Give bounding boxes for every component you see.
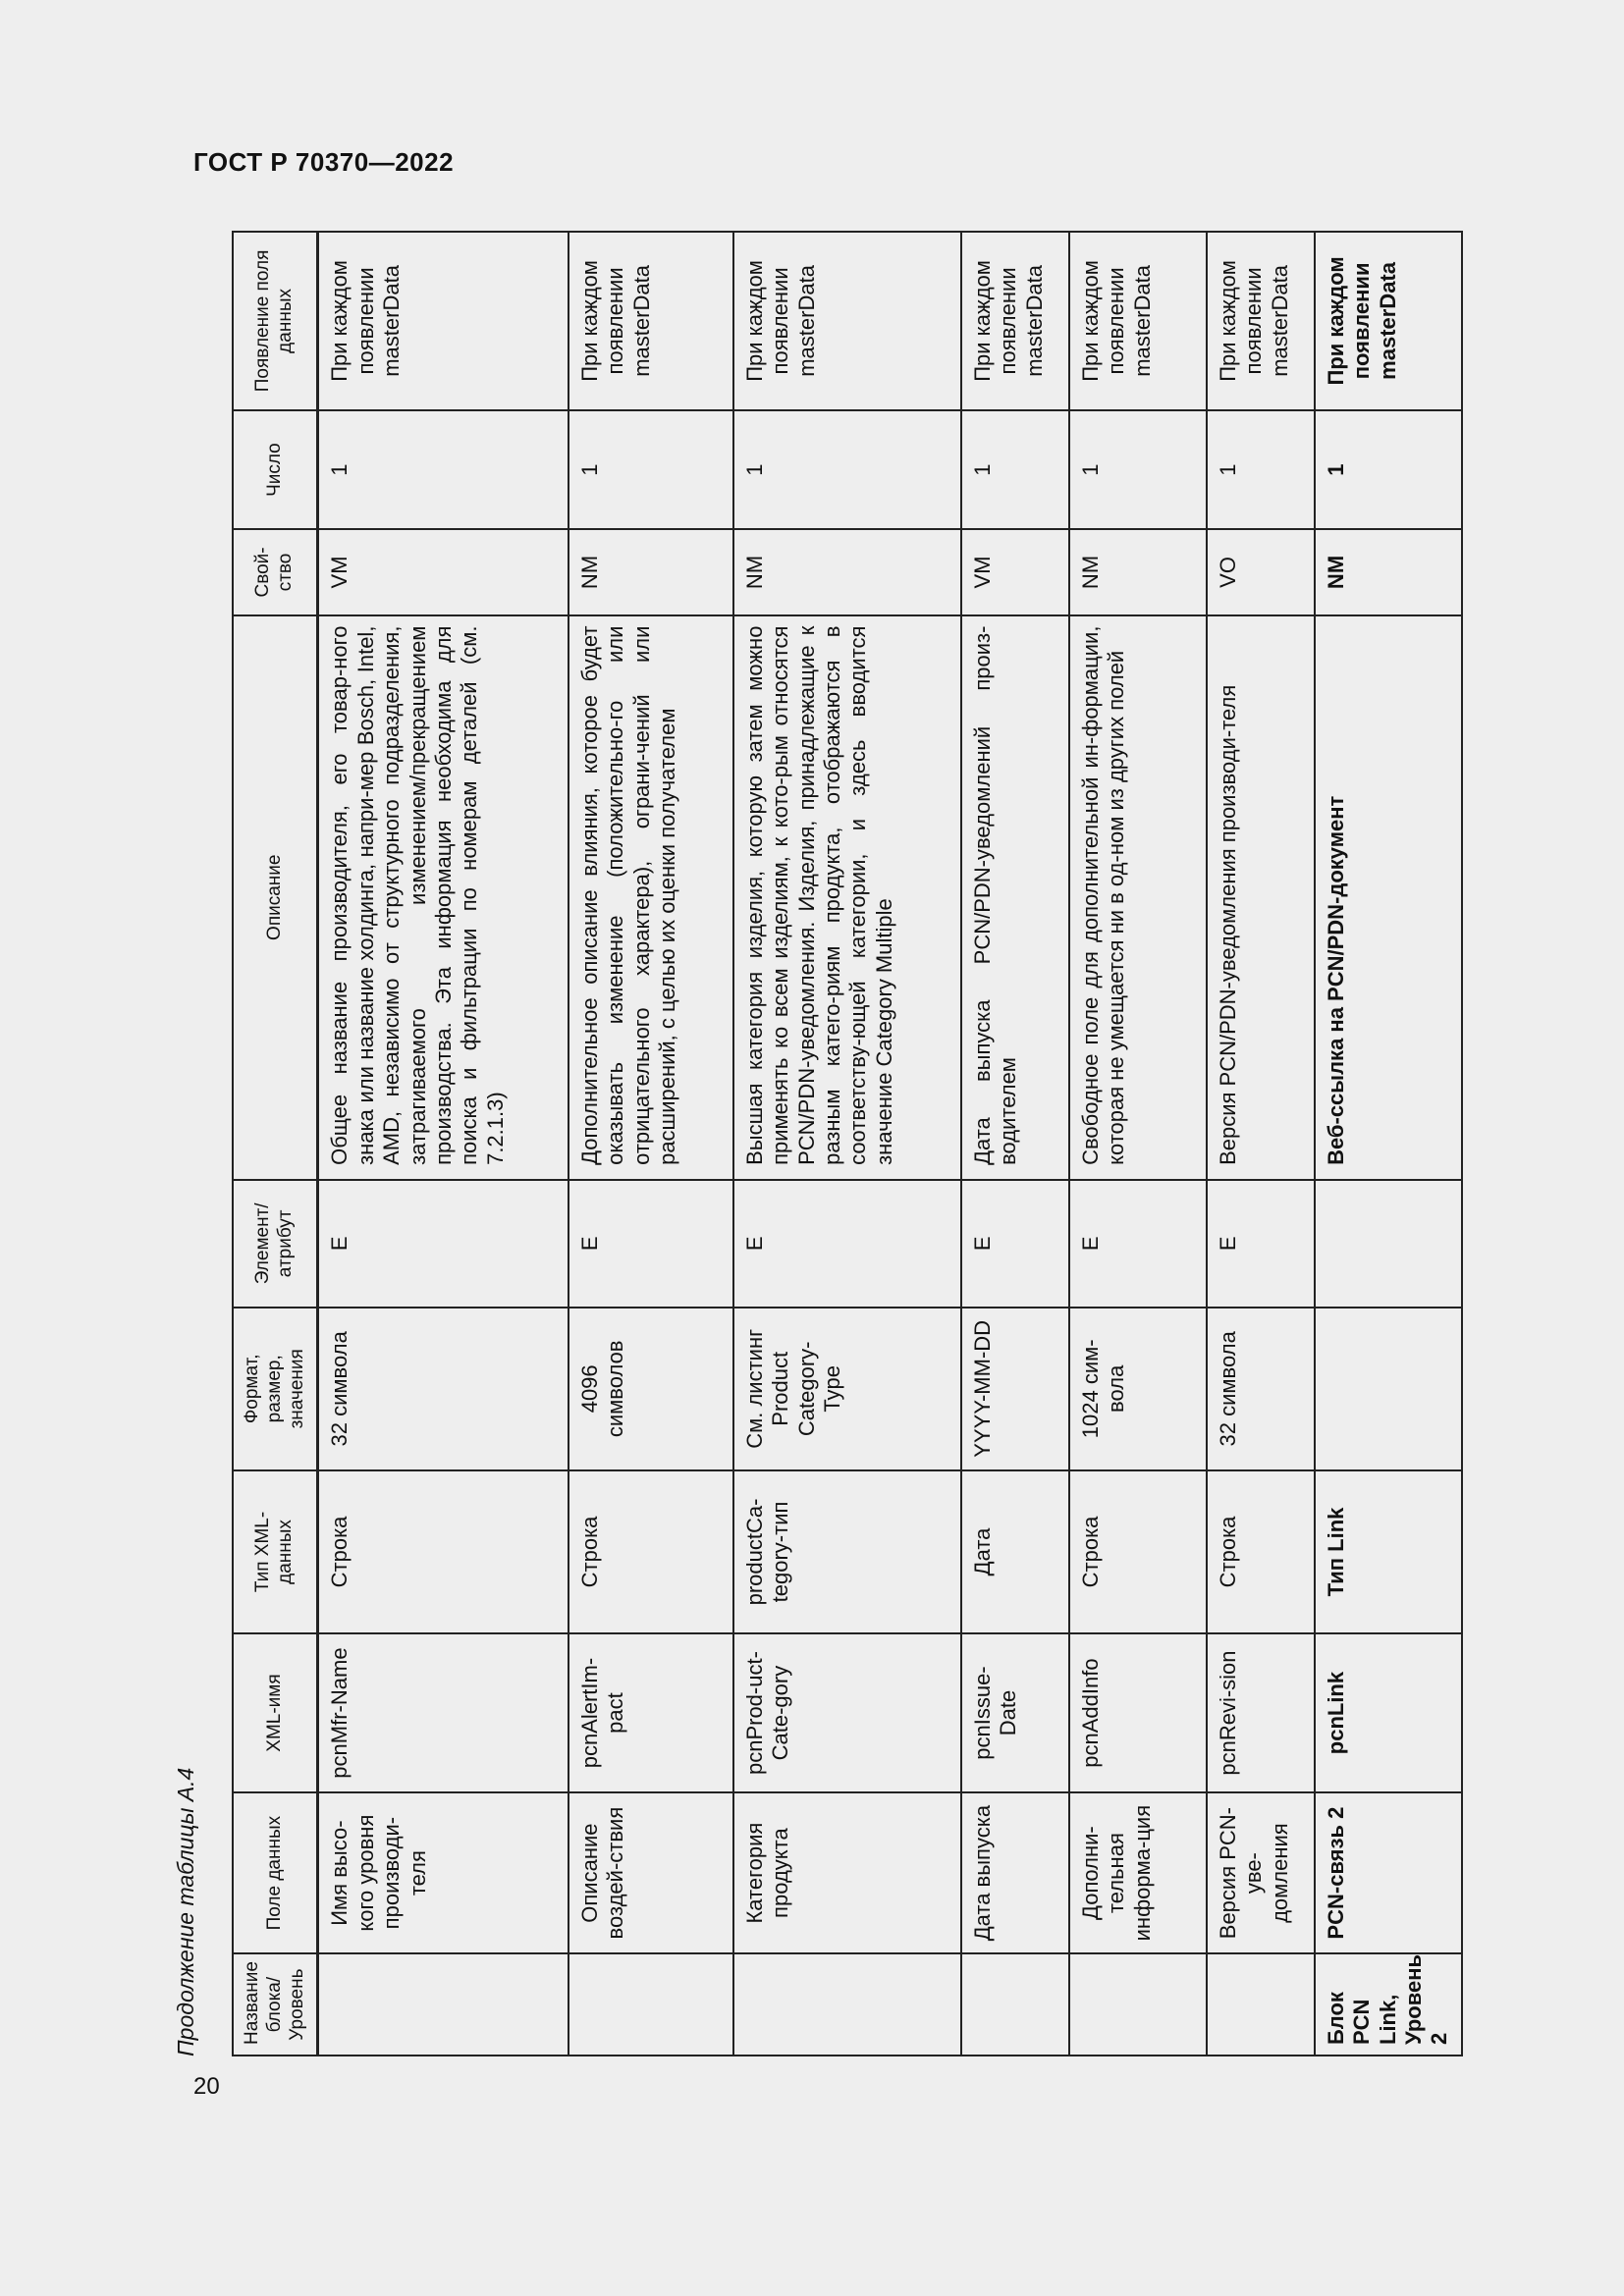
cell-type: Дата — [961, 1470, 1069, 1633]
cell-desc: Версия PCN/PDN-уведомления производи-теля — [1207, 615, 1315, 1180]
cell-block — [961, 1953, 1069, 2056]
cell-count: 1 — [1069, 410, 1207, 530]
cell-prop: NM — [1069, 529, 1207, 614]
cell-field: PCN-связь 2 — [1315, 1792, 1462, 1953]
table-header-row — [233, 232, 318, 2056]
cell-type: Строка — [1069, 1470, 1207, 1633]
cell-block — [1207, 1953, 1315, 2056]
cell-format: YYYY-MM-DD — [961, 1308, 1069, 1470]
cell-format: 1024 сим-вола — [1069, 1308, 1207, 1470]
col-header-prop: Свой-ство — [233, 529, 318, 614]
col-header-occurrence: Появление поля данных — [233, 232, 318, 410]
cell-type: Строка — [1207, 1470, 1315, 1633]
cell-prop: VM — [318, 529, 568, 614]
cell-format — [1315, 1308, 1462, 1470]
rotated-table-area — [173, 231, 1452, 2056]
cell-prop: VO — [1207, 529, 1315, 614]
col-header-type: Тип XML-данных — [233, 1470, 318, 1633]
cell-occurrence: При каждом появлении masterData — [568, 232, 733, 410]
cell-xml: pcnAddInfo — [1069, 1633, 1207, 1792]
col-header-count: Число — [233, 410, 318, 530]
cell-field: Имя высо-кого уровня производи-теля — [318, 1792, 568, 1953]
cell-type: Строка — [568, 1470, 733, 1633]
cell-elem: E — [1069, 1180, 1207, 1308]
cell-elem: E — [733, 1180, 961, 1308]
spec-table — [232, 231, 1463, 2056]
cell-field: Описание воздей-ствия — [568, 1792, 733, 1953]
col-header-elem: Элемент/ атрибут — [233, 1180, 318, 1308]
cell-desc: Дополнительное описание влияния, которое будет оказывать изменение (положительно-го или отрицательного характера), ограни-чений или расширений, с целью их оценки получателем — [568, 615, 733, 1180]
cell-block — [318, 1953, 568, 2056]
col-header-field: Поле данных — [233, 1792, 318, 1953]
cell-block — [568, 1953, 733, 2056]
table-row — [1315, 232, 1462, 2056]
table-row — [1069, 232, 1207, 2056]
cell-desc: Общее название производителя, его товар-ного знака или название холдинга, напри-мер Bosch, Intel, AMD, независимо от структурного подразделения, затрагиваемого изменением/прекращением производства. Эта информация необходима для поиска и фильтрации по номерам деталей (см. 7.2.1.3) — [318, 615, 568, 1180]
cell-format: 4096 символов — [568, 1308, 733, 1470]
cell-prop: NM — [733, 529, 961, 614]
cell-elem: E — [318, 1180, 568, 1308]
cell-block: Блок PCN Link, Уровень 2 — [1315, 1953, 1462, 2056]
page-number: 20 — [193, 2073, 220, 2100]
cell-occurrence: При каждом появлении masterData — [1207, 232, 1315, 410]
cell-elem: E — [1207, 1180, 1315, 1308]
cell-prop: VM — [961, 529, 1069, 614]
cell-occurrence: При каждом появлении masterData — [1315, 232, 1462, 410]
cell-elem — [1315, 1180, 1462, 1308]
col-header-format: Формат, размер, значения — [233, 1308, 318, 1470]
document-header: ГОСТ Р 70370—2022 — [193, 147, 455, 177]
cell-desc: Веб-ссылка на PCN/PDN-документ — [1315, 615, 1462, 1180]
cell-count: 1 — [733, 410, 961, 530]
col-header-desc: Описание — [233, 615, 318, 1180]
cell-xml: pcnRevi-sion — [1207, 1633, 1315, 1792]
cell-occurrence: При каждом появлении masterData — [318, 232, 568, 410]
cell-xml: pcnAlertIm-pact — [568, 1633, 733, 1792]
cell-xml: pcnIssue-Date — [961, 1633, 1069, 1792]
cell-field: Версия PCN-уве-домления — [1207, 1792, 1315, 1953]
col-header-xml: XML-имя — [233, 1633, 318, 1792]
cell-desc: Свободное поле для дополнительной ин-формации, которая не умещается ни в од-ном из других полей — [1069, 615, 1207, 1180]
cell-elem: E — [568, 1180, 733, 1308]
table-row — [961, 232, 1069, 2056]
cell-prop: NM — [568, 529, 733, 614]
cell-count: 1 — [1207, 410, 1315, 530]
cell-xml: pcnLink — [1315, 1633, 1462, 1792]
cell-field: Категория продукта — [733, 1792, 961, 1953]
cell-xml: pcnProd-uct-Cate-gory — [733, 1633, 961, 1792]
cell-elem: E — [961, 1180, 1069, 1308]
cell-count: 1 — [961, 410, 1069, 530]
table-row — [568, 232, 733, 2056]
cell-type: productCa-tegory-тип — [733, 1470, 961, 1633]
cell-occurrence: При каждом появлении masterData — [961, 232, 1069, 410]
cell-format: 32 символа — [1207, 1308, 1315, 1470]
cell-count: 1 — [318, 410, 568, 530]
cell-block — [1069, 1953, 1207, 2056]
cell-count: 1 — [568, 410, 733, 530]
cell-format: См. листинг Product Category-Type — [733, 1308, 961, 1470]
table-row — [318, 232, 568, 2056]
col-header-block: Название блока/ Уровень — [233, 1953, 318, 2056]
cell-desc: Высшая категория изделия, которую затем можно применять ко всем изделиям, к кото-рым относятся PCN/PDN-уведомления. Изделия, принадлежащие к разным катего-риям продукта, отображаются в соответству-ющей категории, и здесь вводится значение Category Multiple — [733, 615, 961, 1180]
cell-xml: pcnMfr-Name — [318, 1633, 568, 1792]
cell-occurrence: При каждом появлении masterData — [733, 232, 961, 410]
cell-prop: NM — [1315, 529, 1462, 614]
table-caption: Продолжение таблицы А.4 — [173, 1767, 198, 2056]
cell-field: Дата выпуска — [961, 1792, 1069, 1953]
table-row — [1207, 232, 1315, 2056]
table-row — [733, 232, 961, 2056]
cell-desc: Дата выпуска PCN/PDN-уведомлений произ-водителем — [961, 615, 1069, 1180]
cell-count: 1 — [1315, 410, 1462, 530]
cell-occurrence: При каждом появлении masterData — [1069, 232, 1207, 410]
cell-type: Тип Link — [1315, 1470, 1462, 1633]
cell-block — [733, 1953, 961, 2056]
cell-type: Строка — [318, 1470, 568, 1633]
cell-format: 32 символа — [318, 1308, 568, 1470]
cell-field: Дополни-тельная информа-ция — [1069, 1792, 1207, 1953]
